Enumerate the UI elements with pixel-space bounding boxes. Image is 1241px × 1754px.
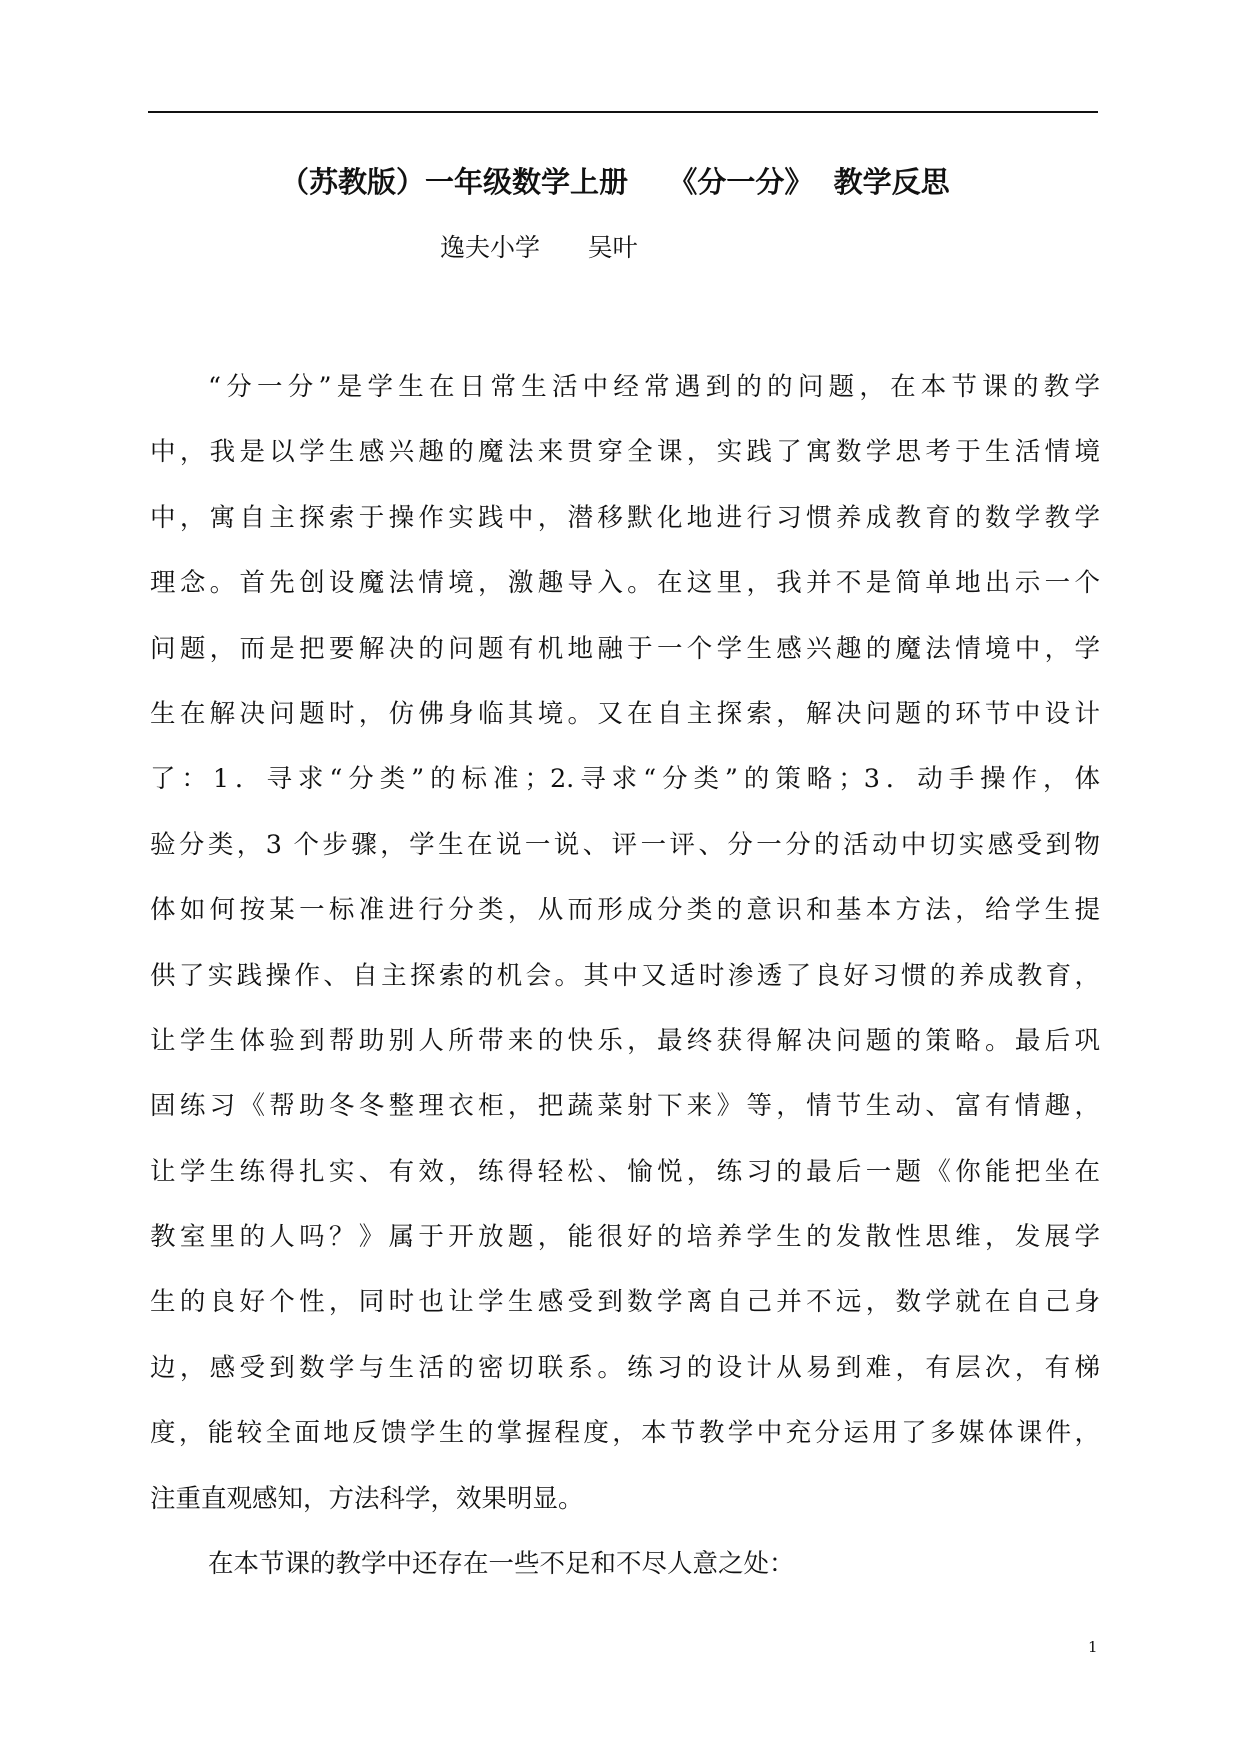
paragraph-line: 中，寓自主探索于操作实践中，潜移默化地进行习惯养成教育的数学教学 [150, 502, 1100, 533]
paragraph-line: 固练习《帮助冬冬整理衣柜，把蔬菜射下来》等，情节生动、富有情趣， [150, 1091, 1100, 1122]
document-title: （苏教版）一年级数学上册 《分一分》 教学反思 [280, 165, 950, 199]
author-byline: 逸夫小学 吴叶 [440, 233, 638, 262]
paragraph-line: 理念。首先创设魔法情境，激趣导入。在这里，我并不是简单地出示一个 [150, 568, 1100, 599]
paragraph-line: 度，能较全面地反馈学生的掌握程度，本节教学中充分运用了多媒体课件， [150, 1418, 1100, 1449]
paragraph-line: 体如何按某一标准进行分类，从而形成分类的意识和基本方法，给学生提 [150, 895, 1100, 926]
paragraph-line: 生的良好个性，同时也让学生感受到数学离自己并不远，数学就在自己身 [150, 1287, 1100, 1318]
paragraph-2: 在本节课的教学中还存在一些不足和不尽人意之处： [208, 1549, 795, 1580]
paragraph-line: 问题，而是把要解决的问题有机地融于一个学生感兴趣的魔法情境中，学 [150, 633, 1100, 664]
page-number: 1 [1088, 1638, 1098, 1656]
paragraph-line: 让学生体验到帮助别人所带来的快乐，最终获得解决问题的策略。最后巩 [150, 1025, 1100, 1056]
paragraph-line: 让学生练得扎实、有效，练得轻松、愉悦，练习的最后一题《你能把坐在 [150, 1156, 1100, 1187]
paragraph-line: 边，感受到数学与生活的密切联系。练习的设计从易到难，有层次，有梯 [150, 1352, 1100, 1383]
paragraph-line: 了：1．寻求“分类”的标准；2.寻求“分类”的策略；3．动手操作，体 [150, 764, 1100, 795]
paragraph-line: 中，我是以学生感兴趣的魔法来贯穿全课，实践了寓数学思考于生活情境 [150, 437, 1100, 468]
header-rule [148, 111, 1098, 113]
paragraph-line: “分一分”是学生在日常生活中经常遇到的的问题，在本节课的教学 [208, 372, 1100, 402]
paragraph-line: 验分类，3 个步骤，学生在说一说、评一评、分一分的活动中切实感受到物 [150, 829, 1100, 860]
paragraph-line: 供了实践操作、自主探索的机会。其中又适时渗透了良好习惯的养成教育， [150, 960, 1100, 991]
document-body [150, 355, 1100, 1597]
paragraph-line: 生在解决问题时，仿佛身临其境。又在自主探索，解决问题的环节中设计 [150, 698, 1100, 729]
paragraph-line: 注重直观感知，方法科学，效果明显。 [150, 1483, 584, 1514]
paragraph-line: 教室里的人吗？》属于开放题，能很好的培养学生的发散性思维，发展学 [150, 1222, 1100, 1253]
